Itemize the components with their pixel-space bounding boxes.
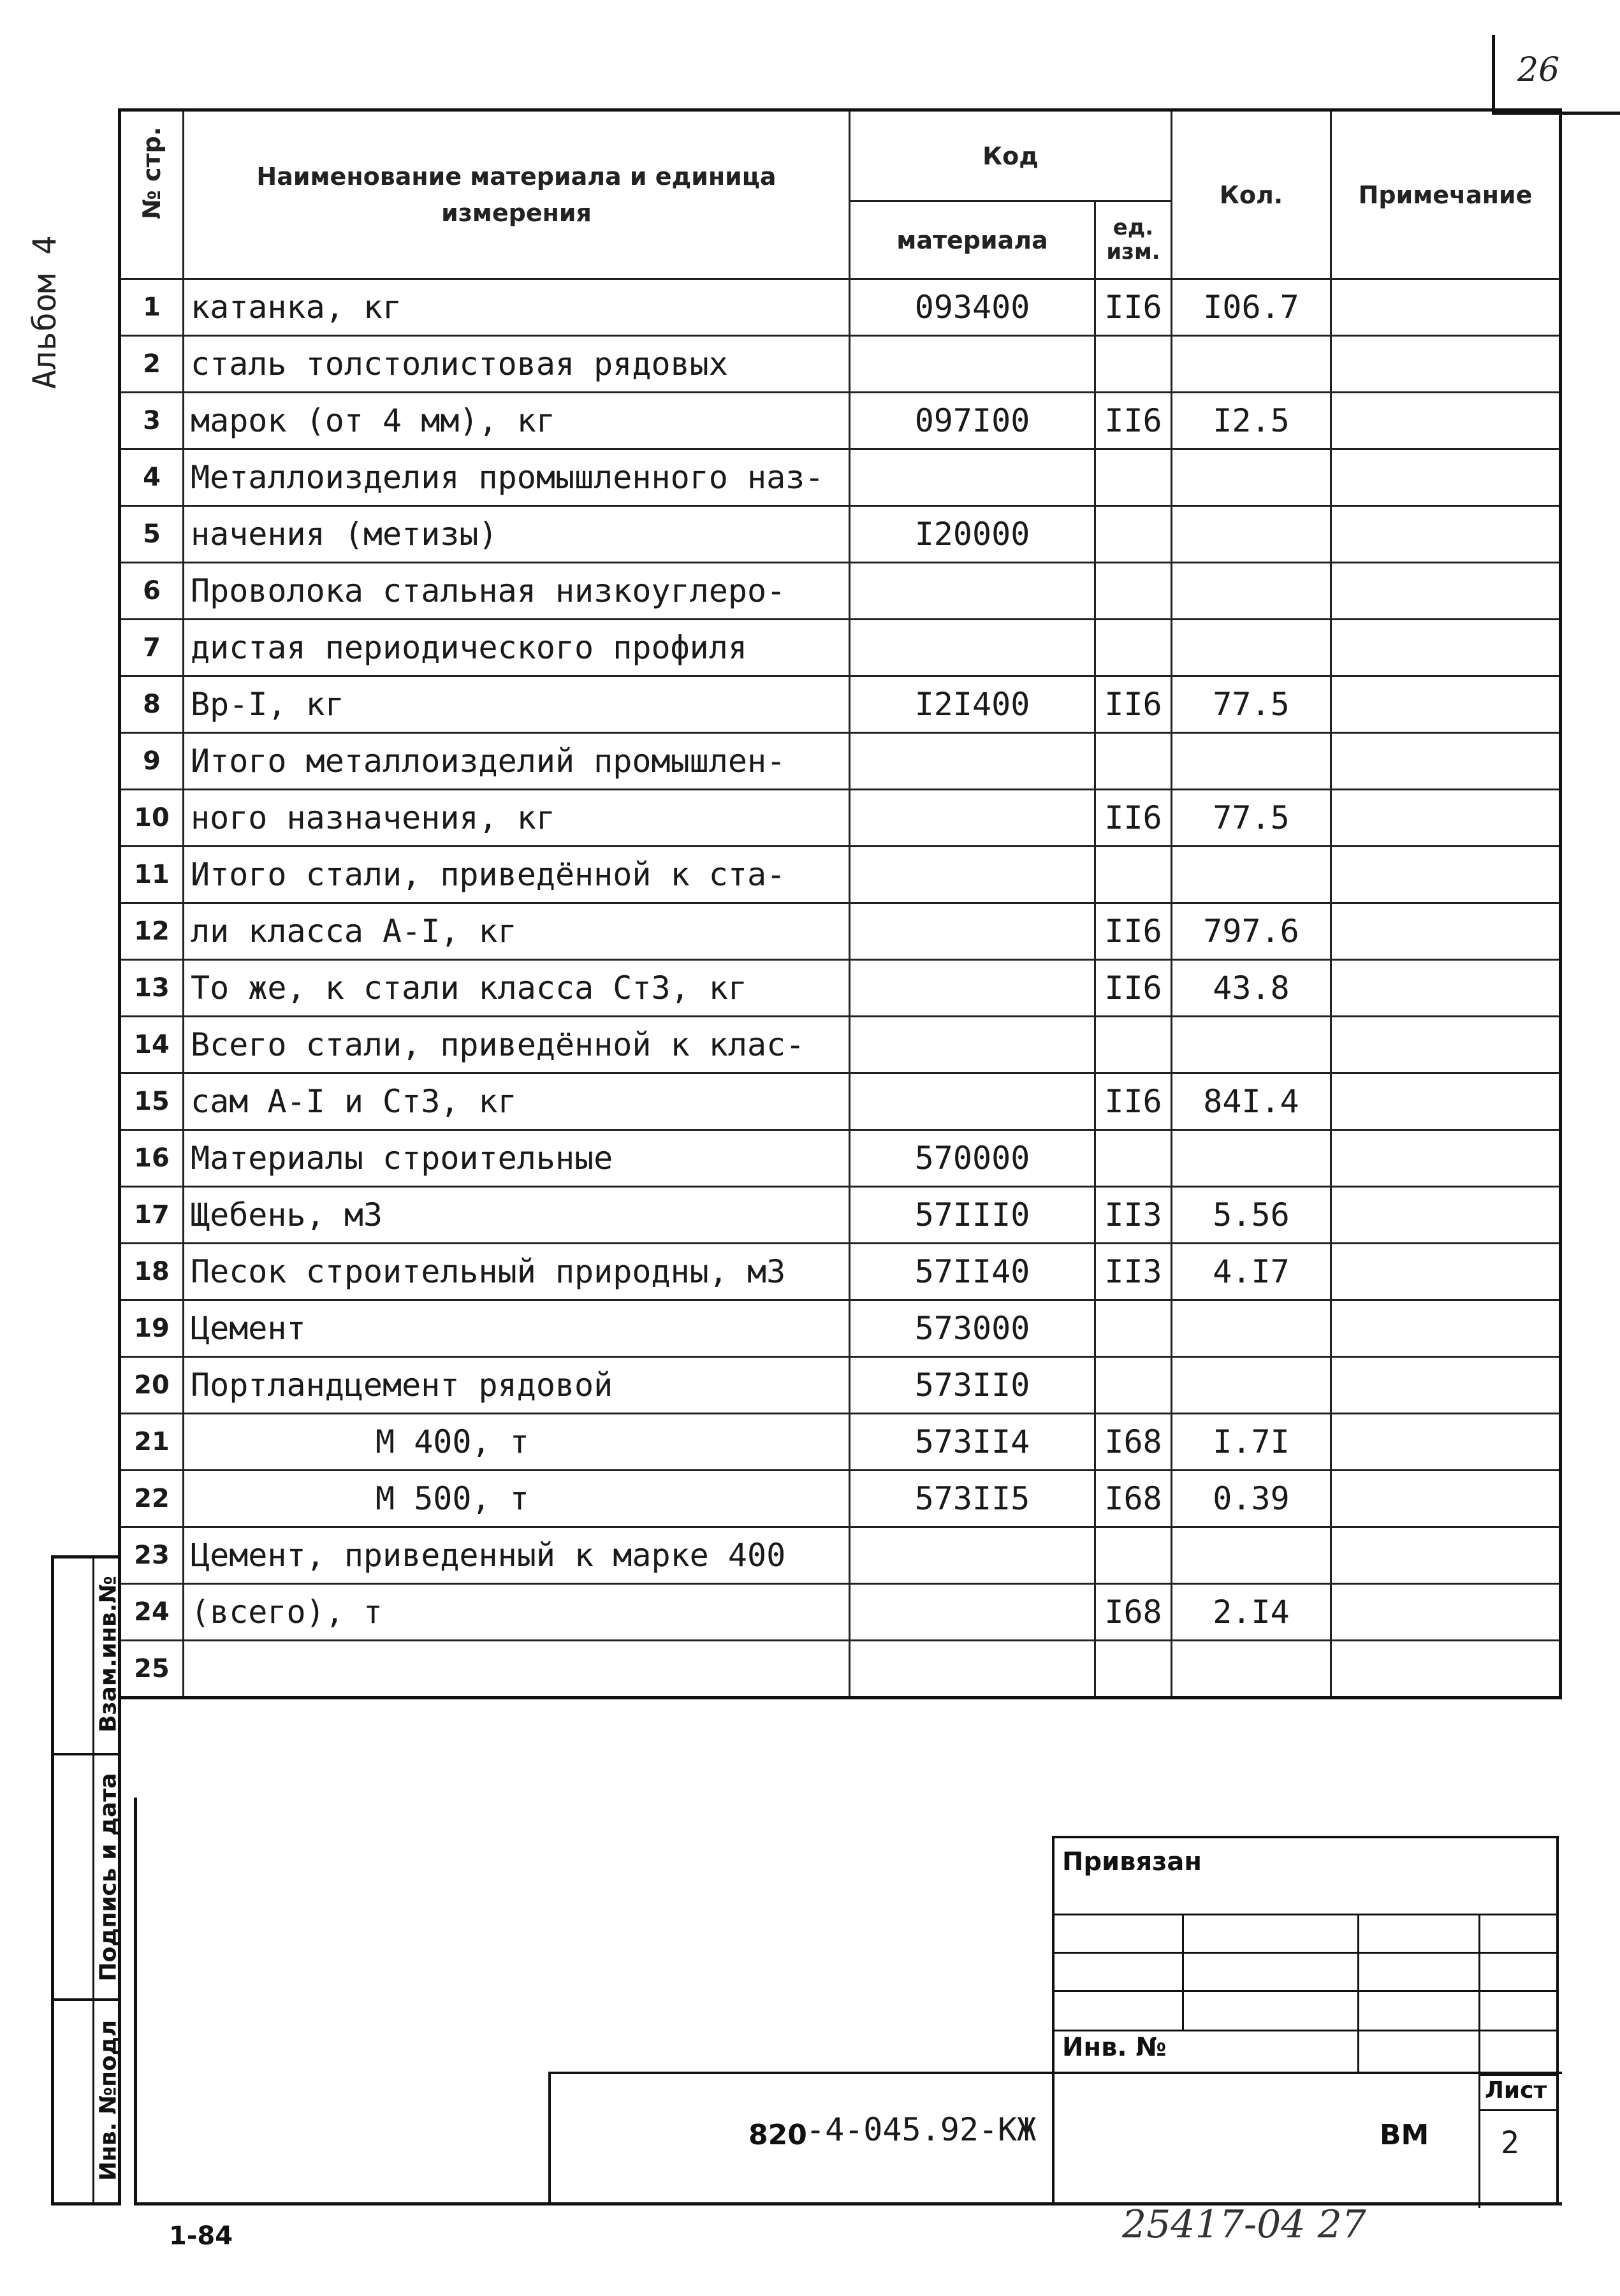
note-cell [1331,1641,1561,1698]
note-cell [1331,1471,1561,1527]
material-name-cell: Итого металлоизделий промышлен- [184,733,850,790]
quantity-cell [1172,846,1331,903]
row-number-cell: 17 [120,1187,184,1244]
quantity-cell: 77.5 [1172,676,1331,733]
unit-code-cell: II6 [1095,1073,1172,1130]
quantity-cell [1172,733,1331,790]
note-cell [1331,1584,1561,1641]
row-number-cell: 5 [120,506,184,563]
binding-line [1054,1914,1556,1915]
material-name-cell: марок (от 4 мм), кг [184,393,850,449]
material-name-cell: дистая периодического профиля [184,620,850,676]
note-cell [1331,676,1561,733]
unit-code-cell: I68 [1095,1414,1172,1471]
table-row [120,1130,1561,1187]
stamp-inv-podl: Инв. №подл [95,2019,122,2181]
row-number-cell: 7 [120,620,184,676]
quantity-cell: 84I.4 [1172,1073,1331,1130]
material-name-cell: Металлоизделия промышленного наз- [184,449,850,506]
note-cell [1331,1187,1561,1244]
quantity-cell: 43.8 [1172,960,1331,1017]
row-number-cell: 15 [120,1073,184,1130]
material-name-cell: Щебень, м3 [184,1187,850,1244]
row-number-cell: 8 [120,676,184,733]
note-cell [1331,1073,1561,1130]
table-row [120,733,1561,790]
unit-code-cell [1095,1017,1172,1073]
row-number-cell: 25 [120,1641,184,1698]
note-cell [1331,336,1561,393]
unit-code-cell: II3 [1095,1244,1172,1300]
material-code-cell [850,960,1095,1017]
material-name-cell: То же, к стали класса Ст3, кг [184,960,850,1017]
note-cell [1331,1017,1561,1073]
material-code-cell: 573000 [850,1300,1095,1357]
unit-code-cell: II3 [1095,1187,1172,1244]
material-name-cell: (всего), т [184,1584,850,1641]
table-row [120,1017,1561,1073]
quantity-cell [1172,506,1331,563]
material-code-cell [850,336,1095,393]
table-row [120,1584,1561,1641]
unit-code-cell [1095,733,1172,790]
material-name-cell: сам А-I и Ст3, кг [184,1073,850,1130]
table-row [120,1471,1561,1527]
table-row [120,960,1561,1017]
unit-code-cell [1095,336,1172,393]
header-note: Примечание [1331,110,1561,279]
quantity-cell: I.7I [1172,1414,1331,1471]
material-code-cell [850,563,1095,620]
unit-code-cell: II6 [1095,960,1172,1017]
quantity-cell [1172,1130,1331,1187]
material-name-cell: Вр-I, кг [184,676,850,733]
material-code-cell [850,903,1095,960]
header-code: Код [850,110,1172,201]
quantity-cell: I06.7 [1172,279,1331,336]
inventory-number-label: Инв. № [1062,2033,1167,2062]
stamp-value-column [54,1559,94,2202]
material-name-cell: М 400, т [184,1414,850,1471]
material-code-cell [850,449,1095,506]
binding-line [1054,1952,1556,1954]
note-cell [1331,1357,1561,1414]
row-number-cell: 19 [120,1300,184,1357]
quantity-cell [1172,1300,1331,1357]
quantity-cell: 5.56 [1172,1187,1331,1244]
note-cell [1331,846,1561,903]
table-row [120,1244,1561,1300]
row-number-cell: 23 [120,1527,184,1584]
materials-table [118,108,1562,1699]
note-cell [1331,620,1561,676]
stamp-divider [54,1753,118,1755]
row-number-cell: 9 [120,733,184,790]
row-number-cell: 16 [120,1130,184,1187]
unit-code-cell: II6 [1095,790,1172,846]
binding-vline [1357,1914,1359,2073]
quantity-cell: 4.I7 [1172,1244,1331,1300]
row-number-cell: 18 [120,1244,184,1300]
table-row [120,1527,1561,1584]
quantity-cell: 2.I4 [1172,1584,1331,1641]
row-number-cell: 22 [120,1471,184,1527]
note-cell [1331,1130,1561,1187]
material-name-cell: Портландцемент рядовой [184,1357,850,1414]
quantity-cell: 77.5 [1172,790,1331,846]
note-cell [1331,790,1561,846]
row-number-cell: 6 [120,563,184,620]
material-name-cell: Итого стали, приведённой к ста- [184,846,850,903]
table-row [120,506,1561,563]
material-code-cell [850,1017,1095,1073]
unit-code-cell [1095,846,1172,903]
album-label: Альбом 4 [26,235,63,389]
note-cell [1331,960,1561,1017]
quantity-cell [1172,1017,1331,1073]
table-row [120,279,1561,336]
material-name-cell: М 500, т [184,1471,850,1527]
document-code-block [548,2072,1562,2205]
quantity-cell [1172,1527,1331,1584]
table-row [120,1300,1561,1357]
unit-code-cell [1095,1527,1172,1584]
material-code-cell [850,733,1095,790]
material-name-cell: сталь толстолистовая рядовых [184,336,850,393]
stamp-sign-date: Подпись и дата [95,1773,122,1982]
material-code-cell [850,846,1095,903]
row-number-cell: 1 [120,279,184,336]
unit-code-cell [1095,449,1172,506]
note-cell [1331,1300,1561,1357]
unit-code-cell [1095,506,1172,563]
material-code-cell [850,790,1095,846]
quantity-cell [1172,1641,1331,1698]
material-name-cell: Песок строительный природны, м3 [184,1244,850,1300]
note-cell [1331,506,1561,563]
row-number-cell: 3 [120,393,184,449]
document-mark: ВМ [1380,2119,1429,2151]
quantity-cell: 797.6 [1172,903,1331,960]
row-number-cell: 24 [120,1584,184,1641]
material-name-cell: Всего стали, приведённой к клас- [184,1017,850,1073]
note-cell [1331,903,1561,960]
quantity-cell [1172,1357,1331,1414]
material-code-cell [850,1641,1095,1698]
quantity-cell [1172,336,1331,393]
table-row [120,846,1561,903]
unit-code-cell [1095,1357,1172,1414]
note-cell [1331,393,1561,449]
table-row [120,676,1561,733]
table-row [120,790,1561,846]
note-cell [1331,563,1561,620]
row-number-cell: 12 [120,903,184,960]
table-row [120,620,1561,676]
quantity-cell: 0.39 [1172,1471,1331,1527]
material-code-cell: 097I00 [850,393,1095,449]
quantity-cell: I2.5 [1172,393,1331,449]
table-row [120,1187,1561,1244]
table-row [120,903,1561,960]
table-row [120,449,1561,506]
unit-code-cell: I68 [1095,1584,1172,1641]
unit-code-cell: I68 [1095,1471,1172,1527]
binding-line [1054,1990,1556,1992]
note-cell [1331,733,1561,790]
row-number-cell: 13 [120,960,184,1017]
material-name-cell [184,1641,850,1698]
binding-line [1054,2030,1556,2031]
row-number-cell: 21 [120,1414,184,1471]
header-row-number: № стр. [120,110,184,279]
unit-code-cell: II6 [1095,676,1172,733]
note-cell [1331,1527,1561,1584]
note-cell [1331,279,1561,336]
material-code-cell: 570000 [850,1130,1095,1187]
material-code-cell [850,1527,1095,1584]
material-code-cell: 573II0 [850,1357,1095,1414]
document-code: -4-045.92-КЖ [806,2111,1037,2148]
quantity-cell [1172,449,1331,506]
material-code-cell: 573II5 [850,1471,1095,1527]
material-name-cell: ного назначения, кг [184,790,850,846]
table-row [120,1641,1561,1698]
binding-label: Привязан [1062,1847,1202,1877]
stamp-divider [54,1998,118,2001]
header-name: Наименование материала и единица измерения [184,110,850,279]
row-number-cell: 2 [120,336,184,393]
note-cell [1331,1414,1561,1471]
material-code-cell [850,620,1095,676]
header-unit-code: ед. изм. [1095,201,1172,279]
unit-code-cell: II6 [1095,393,1172,449]
footer-handwritten-number: 25417-04 27 [1122,2202,1366,2247]
material-name-cell: ли класса А-I, кг [184,903,850,960]
unit-code-cell [1095,563,1172,620]
material-code-cell: 093400 [850,279,1095,336]
table-row [120,563,1561,620]
table-row [120,1414,1561,1471]
unit-code-cell [1095,620,1172,676]
page-number: 26 [1517,51,1560,89]
footer-page-code: 1-84 [169,2221,233,2251]
material-code-cell: 57II40 [850,1244,1095,1300]
sheet-label: Лист [1485,2077,1547,2103]
table-row [120,1073,1561,1130]
material-code-cell: 573II4 [850,1414,1095,1471]
table-row [120,336,1561,393]
material-code-cell [850,1073,1095,1130]
table-row [120,1357,1561,1414]
material-name-cell: Проволока стальная низкоуглеро- [184,563,850,620]
table-row [120,393,1561,449]
quantity-cell [1172,563,1331,620]
approval-stamp [51,1555,121,2205]
material-code-cell [850,1584,1095,1641]
row-number-cell: 10 [120,790,184,846]
material-code-cell: 57III0 [850,1187,1095,1244]
unit-code-cell [1095,1300,1172,1357]
material-name-cell: начения (метизы) [184,506,850,563]
sheet-number: 2 [1501,2125,1519,2161]
header-quantity: Кол. [1172,110,1331,279]
header-material-code: материала [850,201,1095,279]
row-number-cell: 14 [120,1017,184,1073]
unit-code-cell: II6 [1095,903,1172,960]
quantity-cell [1172,620,1331,676]
binding-vline [1182,1914,1184,2030]
row-number-cell: 11 [120,846,184,903]
note-cell [1331,449,1561,506]
material-name-cell: катанка, кг [184,279,850,336]
stamp-vzam-inv: Взам.инв.№ [95,1576,122,1733]
row-number-cell: 20 [120,1357,184,1414]
note-cell [1331,1244,1561,1300]
material-name-cell: Материалы строительные [184,1130,850,1187]
material-name-cell: Цемент, приведенный к марке 400 [184,1527,850,1584]
material-code-cell: I2I400 [850,676,1095,733]
unit-code-cell [1095,1641,1172,1698]
material-code-cell: I20000 [850,506,1095,563]
material-name-cell: Цемент [184,1300,850,1357]
unit-code-cell [1095,1130,1172,1187]
row-number-cell: 4 [120,449,184,506]
document-prefix: 820 [748,2119,807,2151]
unit-code-cell: II6 [1095,279,1172,336]
